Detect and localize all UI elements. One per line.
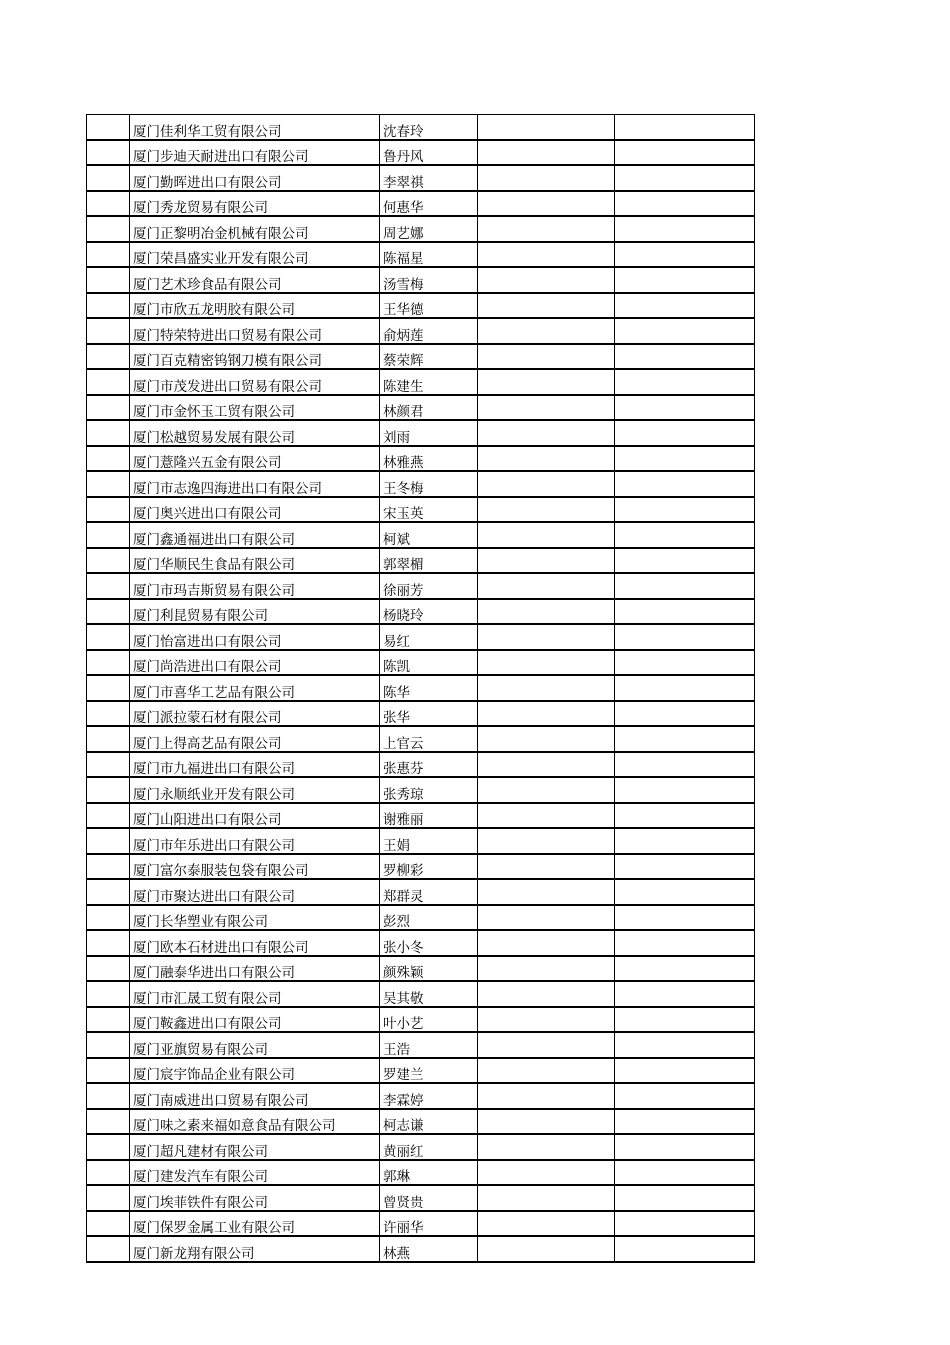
table-row	[87, 981, 755, 1007]
row-index-cell[interactable]	[87, 344, 130, 370]
empty-cell[interactable]	[615, 803, 755, 829]
contact-name-cell[interactable]: 彭烈	[380, 905, 478, 931]
table-row	[87, 1058, 755, 1084]
empty-cell[interactable]	[478, 956, 615, 982]
empty-cell[interactable]	[615, 395, 755, 421]
company-name-cell[interactable]: 厦门华顺民生食品有限公司	[130, 548, 380, 574]
empty-cell[interactable]	[478, 548, 615, 574]
row-index-cell[interactable]	[87, 1211, 130, 1237]
empty-cell[interactable]	[615, 1058, 755, 1084]
row-index-cell[interactable]	[87, 624, 130, 650]
company-name-cell[interactable]: 厦门南威进出口贸易有限公司	[130, 1083, 380, 1109]
table-row	[87, 344, 755, 370]
company-name-cell[interactable]: 厦门欧本石材进出口有限公司	[130, 930, 380, 956]
row-index-cell[interactable]	[87, 1185, 130, 1211]
contact-name-cell[interactable]: 张小冬	[380, 930, 478, 956]
row-index-cell[interactable]	[87, 803, 130, 829]
empty-cell[interactable]	[478, 522, 615, 548]
contact-name-cell[interactable]: 陈华	[380, 675, 478, 701]
company-name-cell[interactable]: 厦门市欣五龙明胶有限公司	[130, 293, 380, 319]
contact-name-cell[interactable]: 吴其敬	[380, 981, 478, 1007]
company-name-cell[interactable]: 厦门亚旗贸易有限公司	[130, 1032, 380, 1058]
table-row	[87, 1211, 755, 1237]
contact-name-cell[interactable]: 陈建生	[380, 369, 478, 395]
company-name-cell[interactable]: 厦门市玛吉斯贸易有限公司	[130, 573, 380, 599]
empty-cell[interactable]	[615, 599, 755, 625]
table-row	[87, 930, 755, 956]
row-index-cell[interactable]	[87, 879, 130, 905]
row-index-cell[interactable]	[87, 1032, 130, 1058]
empty-cell[interactable]	[478, 293, 615, 319]
empty-cell[interactable]	[478, 242, 615, 268]
row-index-cell[interactable]	[87, 828, 130, 854]
company-name-cell[interactable]: 厦门百克精密钨钢刀模有限公司	[130, 344, 380, 370]
empty-cell[interactable]	[478, 1134, 615, 1160]
row-index-cell[interactable]	[87, 293, 130, 319]
company-name-cell[interactable]: 厦门市聚达进出口有限公司	[130, 879, 380, 905]
company-name-cell[interactable]: 厦门艺术珍食品有限公司	[130, 267, 380, 293]
table-body	[87, 115, 755, 1262]
empty-cell[interactable]	[615, 318, 755, 344]
contact-name-cell[interactable]: 柯斌	[380, 522, 478, 548]
row-index-cell[interactable]	[87, 1083, 130, 1109]
empty-cell[interactable]	[615, 115, 755, 140]
empty-cell[interactable]	[615, 1032, 755, 1058]
contact-name-cell[interactable]: 郑群灵	[380, 879, 478, 905]
row-index-cell[interactable]	[87, 1109, 130, 1135]
empty-cell[interactable]	[478, 573, 615, 599]
contact-name-cell[interactable]: 何惠华	[380, 191, 478, 217]
company-name-cell[interactable]: 厦门怡富进出口有限公司	[130, 624, 380, 650]
table-row	[87, 471, 755, 497]
table-row	[87, 1032, 755, 1058]
table-row	[87, 1109, 755, 1135]
table-row	[87, 242, 755, 268]
row-index-cell[interactable]	[87, 267, 130, 293]
contact-name-cell[interactable]: 张华	[380, 701, 478, 727]
table-row	[87, 115, 755, 140]
contact-name-cell[interactable]: 柯志谦	[380, 1109, 478, 1135]
empty-cell[interactable]	[478, 420, 615, 446]
empty-cell[interactable]	[478, 930, 615, 956]
row-index-cell[interactable]	[87, 752, 130, 778]
contact-name-cell[interactable]: 陈凯	[380, 650, 478, 676]
empty-cell[interactable]	[615, 1211, 755, 1237]
empty-cell[interactable]	[615, 828, 755, 854]
empty-cell[interactable]	[615, 471, 755, 497]
empty-cell[interactable]	[615, 1236, 755, 1262]
company-name-cell[interactable]: 厦门市志逸四海进出口有限公司	[130, 471, 380, 497]
contact-name-cell[interactable]: 张秀琼	[380, 777, 478, 803]
table-row	[87, 777, 755, 803]
contact-name-cell[interactable]: 上官云	[380, 726, 478, 752]
empty-cell[interactable]	[478, 777, 615, 803]
company-name-cell[interactable]: 厦门保罗金属工业有限公司	[130, 1211, 380, 1237]
empty-cell[interactable]	[615, 548, 755, 574]
row-index-cell[interactable]	[87, 981, 130, 1007]
empty-cell[interactable]	[478, 1032, 615, 1058]
empty-cell[interactable]	[478, 446, 615, 472]
empty-cell[interactable]	[615, 369, 755, 395]
empty-cell[interactable]	[615, 879, 755, 905]
row-index-cell[interactable]	[87, 854, 130, 880]
empty-cell[interactable]	[478, 369, 615, 395]
empty-cell[interactable]	[478, 471, 615, 497]
company-name-cell[interactable]: 厦门派拉蒙石材有限公司	[130, 701, 380, 727]
empty-cell[interactable]	[478, 115, 615, 140]
company-name-cell[interactable]: 厦门步迪天耐进出口有限公司	[130, 140, 380, 166]
company-name-cell[interactable]: 厦门山阳进出口有限公司	[130, 803, 380, 829]
row-index-cell[interactable]	[87, 675, 130, 701]
table-row	[87, 293, 755, 319]
empty-cell[interactable]	[615, 497, 755, 523]
contact-name-cell[interactable]: 许丽华	[380, 1211, 478, 1237]
contact-name-cell[interactable]: 蔡荣辉	[380, 344, 478, 370]
company-name-cell[interactable]: 厦门正黎明冶金机械有限公司	[130, 216, 380, 242]
empty-cell[interactable]	[615, 930, 755, 956]
table-row	[87, 599, 755, 625]
company-name-cell[interactable]: 厦门市金怀玉工贸有限公司	[130, 395, 380, 421]
row-index-cell[interactable]	[87, 242, 130, 268]
empty-cell[interactable]	[478, 140, 615, 166]
empty-cell[interactable]	[478, 1236, 615, 1262]
empty-cell[interactable]	[478, 1083, 615, 1109]
row-index-cell[interactable]	[87, 548, 130, 574]
row-index-cell[interactable]	[87, 522, 130, 548]
contact-name-cell[interactable]: 颜殊颖	[380, 956, 478, 982]
row-index-cell[interactable]	[87, 650, 130, 676]
table-row	[87, 369, 755, 395]
table-row	[87, 522, 755, 548]
contact-name-cell[interactable]: 陈福星	[380, 242, 478, 268]
contact-name-cell[interactable]: 汤雪梅	[380, 267, 478, 293]
table-row	[87, 573, 755, 599]
company-name-cell[interactable]: 厦门埃菲铁件有限公司	[130, 1185, 380, 1211]
company-name-cell[interactable]: 厦门佳利华工贸有限公司	[130, 115, 380, 140]
empty-cell[interactable]	[615, 1185, 755, 1211]
empty-cell[interactable]	[478, 879, 615, 905]
table-row	[87, 267, 755, 293]
empty-cell[interactable]	[478, 752, 615, 778]
company-name-cell[interactable]: 厦门鞍鑫进出口有限公司	[130, 1007, 380, 1033]
table-row	[87, 854, 755, 880]
company-name-cell[interactable]: 厦门勤晖进出口有限公司	[130, 165, 380, 191]
row-index-cell[interactable]	[87, 1134, 130, 1160]
row-index-cell[interactable]	[87, 956, 130, 982]
row-index-cell[interactable]	[87, 599, 130, 625]
empty-cell[interactable]	[615, 752, 755, 778]
empty-cell[interactable]	[478, 675, 615, 701]
empty-cell[interactable]	[615, 1083, 755, 1109]
empty-cell[interactable]	[615, 905, 755, 931]
row-index-cell[interactable]	[87, 930, 130, 956]
table-row	[87, 624, 755, 650]
table-row	[87, 828, 755, 854]
company-name-cell[interactable]: 厦门秀龙贸易有限公司	[130, 191, 380, 217]
company-name-cell[interactable]: 厦门融泰华进出口有限公司	[130, 956, 380, 982]
contact-name-cell[interactable]: 刘雨	[380, 420, 478, 446]
empty-cell[interactable]	[615, 777, 755, 803]
table-row	[87, 1083, 755, 1109]
empty-cell[interactable]	[478, 905, 615, 931]
table-row	[87, 1134, 755, 1160]
table-row	[87, 165, 755, 191]
row-index-cell[interactable]	[87, 1160, 130, 1186]
contact-name-cell[interactable]: 徐丽芳	[380, 573, 478, 599]
company-name-cell[interactable]: 厦门富尔泰服装包袋有限公司	[130, 854, 380, 880]
contact-name-cell[interactable]: 林雅燕	[380, 446, 478, 472]
row-index-cell[interactable]	[87, 573, 130, 599]
empty-cell[interactable]	[478, 165, 615, 191]
company-name-cell[interactable]: 厦门新龙翔有限公司	[130, 1236, 380, 1262]
contact-name-cell[interactable]: 林燕	[380, 1236, 478, 1262]
table-row	[87, 318, 755, 344]
empty-cell[interactable]	[615, 726, 755, 752]
row-index-cell[interactable]	[87, 318, 130, 344]
company-name-cell[interactable]: 厦门荣昌盛实业开发有限公司	[130, 242, 380, 268]
table-row	[87, 1007, 755, 1033]
table-row	[87, 650, 755, 676]
empty-cell[interactable]	[615, 701, 755, 727]
empty-cell[interactable]	[478, 1185, 615, 1211]
contact-name-cell[interactable]: 杨晓玲	[380, 599, 478, 625]
empty-cell[interactable]	[615, 1007, 755, 1033]
table-row	[87, 1236, 755, 1262]
company-name-cell[interactable]: 厦门宸宇饰品企业有限公司	[130, 1058, 380, 1084]
empty-cell[interactable]	[615, 650, 755, 676]
row-index-cell[interactable]	[87, 471, 130, 497]
company-name-cell[interactable]: 厦门市喜华工艺品有限公司	[130, 675, 380, 701]
empty-cell[interactable]	[478, 650, 615, 676]
contact-name-cell[interactable]: 罗柳彩	[380, 854, 478, 880]
company-name-cell[interactable]: 厦门永顺纸业开发有限公司	[130, 777, 380, 803]
company-name-cell[interactable]: 厦门鑫通福进出口有限公司	[130, 522, 380, 548]
company-contact-table	[86, 114, 755, 1263]
company-name-cell[interactable]: 厦门上得高艺品有限公司	[130, 726, 380, 752]
contact-name-cell[interactable]: 郭翠楣	[380, 548, 478, 574]
contact-name-cell[interactable]: 沈春玲	[380, 115, 478, 140]
empty-cell[interactable]	[478, 1211, 615, 1237]
empty-cell[interactable]	[478, 497, 615, 523]
empty-cell[interactable]	[478, 1058, 615, 1084]
table-row	[87, 395, 755, 421]
empty-cell[interactable]	[478, 395, 615, 421]
company-name-cell[interactable]: 厦门薏隆兴五金有限公司	[130, 446, 380, 472]
row-index-cell[interactable]	[87, 701, 130, 727]
empty-cell[interactable]	[478, 599, 615, 625]
empty-cell[interactable]	[615, 522, 755, 548]
empty-cell[interactable]	[478, 726, 615, 752]
empty-cell[interactable]	[615, 1160, 755, 1186]
contact-name-cell[interactable]: 王娟	[380, 828, 478, 854]
row-index-cell[interactable]	[87, 905, 130, 931]
empty-cell[interactable]	[615, 1134, 755, 1160]
empty-cell[interactable]	[478, 828, 615, 854]
empty-cell[interactable]	[478, 344, 615, 370]
row-index-cell[interactable]	[87, 777, 130, 803]
empty-cell[interactable]	[478, 854, 615, 880]
company-name-cell[interactable]: 厦门市年乐进出口有限公司	[130, 828, 380, 854]
contact-name-cell[interactable]: 曾贤贵	[380, 1185, 478, 1211]
empty-cell[interactable]	[615, 675, 755, 701]
empty-cell[interactable]	[478, 1160, 615, 1186]
row-index-cell[interactable]	[87, 165, 130, 191]
row-index-cell[interactable]	[87, 115, 130, 140]
row-index-cell[interactable]	[87, 446, 130, 472]
empty-cell[interactable]	[615, 573, 755, 599]
contact-name-cell[interactable]: 林颜君	[380, 395, 478, 421]
row-index-cell[interactable]	[87, 140, 130, 166]
empty-cell[interactable]	[478, 1109, 615, 1135]
empty-cell[interactable]	[478, 701, 615, 727]
contact-name-cell[interactable]: 李翠祺	[380, 165, 478, 191]
contact-name-cell[interactable]: 谢雅丽	[380, 803, 478, 829]
contact-name-cell[interactable]: 罗建兰	[380, 1058, 478, 1084]
empty-cell[interactable]	[615, 446, 755, 472]
company-name-cell[interactable]: 厦门长华塑业有限公司	[130, 905, 380, 931]
empty-cell[interactable]	[478, 191, 615, 217]
table-row	[87, 803, 755, 829]
row-index-cell[interactable]	[87, 395, 130, 421]
company-name-cell[interactable]: 厦门建发汽车有限公司	[130, 1160, 380, 1186]
empty-cell[interactable]	[478, 318, 615, 344]
contact-name-cell[interactable]: 王浩	[380, 1032, 478, 1058]
table-row	[87, 191, 755, 217]
table-row	[87, 140, 755, 166]
row-index-cell[interactable]	[87, 497, 130, 523]
empty-cell[interactable]	[615, 191, 755, 217]
contact-name-cell[interactable]: 易红	[380, 624, 478, 650]
company-name-cell[interactable]: 厦门奥兴进出口有限公司	[130, 497, 380, 523]
empty-cell[interactable]	[615, 956, 755, 982]
empty-cell[interactable]	[615, 1109, 755, 1135]
row-index-cell[interactable]	[87, 1058, 130, 1084]
row-index-cell[interactable]	[87, 1236, 130, 1262]
empty-cell[interactable]	[615, 216, 755, 242]
contact-name-cell[interactable]: 叶小艺	[380, 1007, 478, 1033]
contact-name-cell[interactable]: 周艺娜	[380, 216, 478, 242]
table-row	[87, 1160, 755, 1186]
company-name-cell[interactable]: 厦门尚浩进出口有限公司	[130, 650, 380, 676]
row-index-cell[interactable]	[87, 191, 130, 217]
company-name-cell[interactable]: 厦门市茂发进出口贸易有限公司	[130, 369, 380, 395]
empty-cell[interactable]	[615, 293, 755, 319]
contact-name-cell[interactable]: 张惠芬	[380, 752, 478, 778]
empty-cell[interactable]	[478, 216, 615, 242]
empty-cell[interactable]	[615, 344, 755, 370]
empty-cell[interactable]	[478, 803, 615, 829]
empty-cell[interactable]	[615, 267, 755, 293]
contact-name-cell[interactable]: 俞炳莲	[380, 318, 478, 344]
table-row	[87, 497, 755, 523]
table-row	[87, 879, 755, 905]
row-index-cell[interactable]	[87, 369, 130, 395]
company-name-cell[interactable]: 厦门市九福进出口有限公司	[130, 752, 380, 778]
company-name-cell[interactable]: 厦门利昆贸易有限公司	[130, 599, 380, 625]
contact-name-cell[interactable]: 宋玉英	[380, 497, 478, 523]
company-name-cell[interactable]: 厦门特荣特进出口贸易有限公司	[130, 318, 380, 344]
table-row	[87, 420, 755, 446]
table-row	[87, 1185, 755, 1211]
table-row	[87, 446, 755, 472]
contact-name-cell[interactable]: 郭琳	[380, 1160, 478, 1186]
empty-cell[interactable]	[615, 140, 755, 166]
empty-cell[interactable]	[615, 624, 755, 650]
contact-name-cell[interactable]: 王华德	[380, 293, 478, 319]
company-name-cell[interactable]: 厦门市汇晟工贸有限公司	[130, 981, 380, 1007]
contact-name-cell[interactable]: 黄丽红	[380, 1134, 478, 1160]
empty-cell[interactable]	[615, 165, 755, 191]
row-index-cell[interactable]	[87, 420, 130, 446]
table-row	[87, 701, 755, 727]
row-index-cell[interactable]	[87, 1007, 130, 1033]
contact-name-cell[interactable]: 王冬梅	[380, 471, 478, 497]
empty-cell[interactable]	[478, 624, 615, 650]
empty-cell[interactable]	[615, 981, 755, 1007]
table-row	[87, 675, 755, 701]
table-row	[87, 726, 755, 752]
row-index-cell[interactable]	[87, 726, 130, 752]
empty-cell[interactable]	[478, 1007, 615, 1033]
table-row	[87, 548, 755, 574]
contact-name-cell[interactable]: 李霖婷	[380, 1083, 478, 1109]
table-row	[87, 752, 755, 778]
empty-cell[interactable]	[615, 420, 755, 446]
table-row	[87, 956, 755, 982]
company-name-cell[interactable]: 厦门超凡建材有限公司	[130, 1134, 380, 1160]
empty-cell[interactable]	[615, 854, 755, 880]
table-row	[87, 905, 755, 931]
empty-cell[interactable]	[478, 981, 615, 1007]
company-name-cell[interactable]: 厦门味之素来福如意食品有限公司	[130, 1109, 380, 1135]
table-row	[87, 216, 755, 242]
contact-name-cell[interactable]: 鲁丹风	[380, 140, 478, 166]
row-index-cell[interactable]	[87, 216, 130, 242]
empty-cell[interactable]	[615, 242, 755, 268]
empty-cell[interactable]	[478, 267, 615, 293]
company-name-cell[interactable]: 厦门松越贸易发展有限公司	[130, 420, 380, 446]
